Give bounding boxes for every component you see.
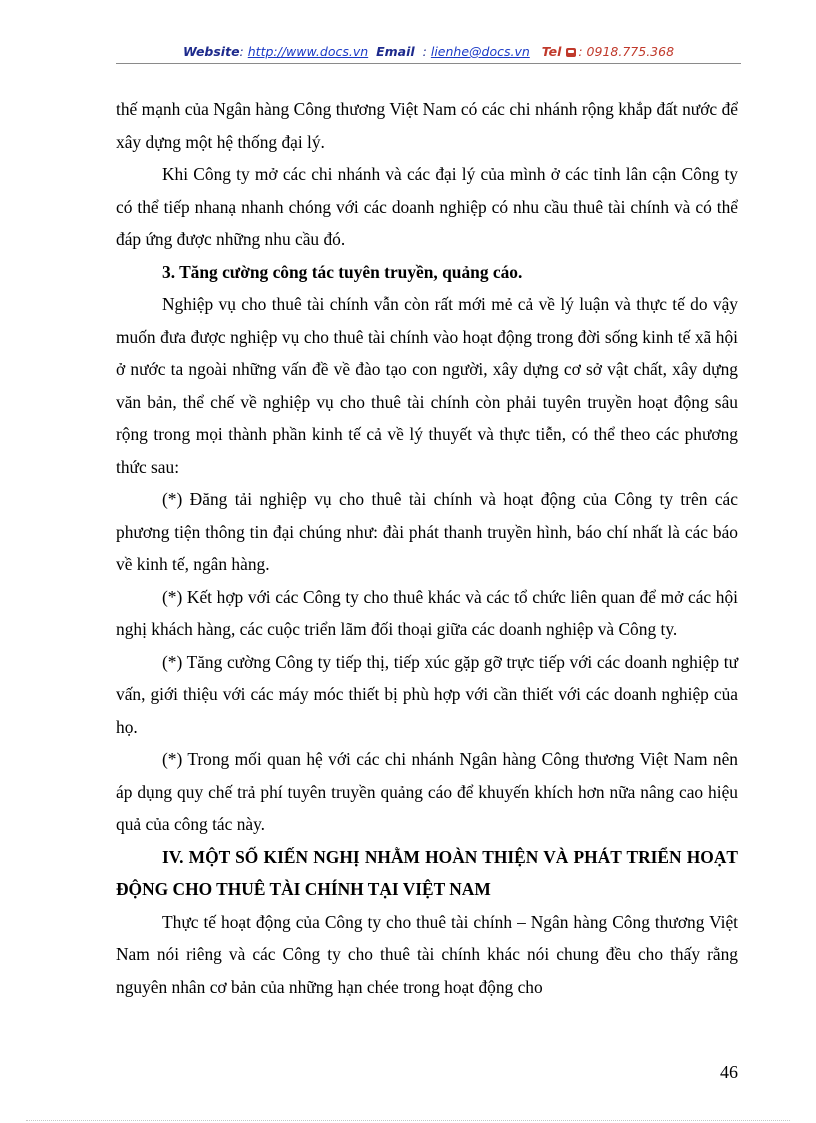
page-number: 46 [720, 1062, 738, 1082]
subsection-heading: 3. Tăng cường công tác tuyên truyền, quảng cáo. [162, 261, 523, 282]
website-link[interactable]: http://www.docs.vn [247, 44, 369, 59]
page-header [116, 44, 741, 64]
email-link[interactable]: lienhe@docs.vn [430, 44, 530, 59]
phone-icon [566, 48, 576, 57]
website-label: Website [182, 44, 240, 59]
bullet-paragraph: (*) Kết hợp với các Công ty cho thuê khác và các tổ chức liên quan để mở các hội nghị khách hàng, các cuộc triển lãm đối thoại giữa các doanh nghiệp và Công ty. [116, 586, 738, 639]
page-bottom-border [26, 1120, 790, 1121]
bullet-paragraph: (*) Đăng tải nghiệp vụ cho thuê tài chính và hoạt động của Công ty trên các phương tiện thông tin đại chúng như: đài phát thanh truyền hình, báo chí nhất là các báo về kinh tế, ngân hàng. [116, 489, 738, 574]
bullet-paragraph: (*) Trong mối quan hệ với các chi nhánh Ngân hàng Công thương Việt Nam nên áp dụng quy chế trả phí tuyên truyền quảng cáo để khuyến khích hơn nữa nâng cao hiệu quả của công tác này. [116, 749, 738, 834]
paragraph: Khi Công ty mở các chi nhánh và các đại lý của mình ở các tỉnh lân cận Công ty có thể tiếp nhanạ nhanh chóng với các doanh nghiệp có nhu cầu thuê tài chính và có thể đáp ứng được những nhu cầu đó. [116, 164, 738, 249]
website-separator: : [239, 44, 244, 59]
paragraph: Thực tế hoạt động của Công ty cho thuê tài chính – Ngân hàng Công thương Việt Nam nói riêng và các Công ty cho thuê tài chính khác nói chung đều cho thấy rằng nguyên nhân cơ bản của những hạn chée trong hoạt động cho [116, 911, 738, 997]
tel-number: : 0918.775.368 [578, 44, 675, 59]
section-heading: IV. MỘT SỐ KIẾN NGHỊ NHẰM HOÀN THIỆN VÀ PHÁT TRIỂN HOẠT ĐỘNG CHO THUÊ TÀI CHÍNH TẠI VIỆT NAM [116, 846, 738, 899]
email-separator: : [422, 44, 427, 59]
paragraph: Nghiệp vụ cho thuê tài chính vẫn còn rất mới mẻ cả về lý luận và thực tế do vậy muốn đưa được nghiệp vụ cho thuê tài chính vào hoạt động trong đời sống kinh tế xã hội ở nước ta ngoài những vấn đề về đào tạo con người, xây dựng cơ sở vật chất, xây dựng văn bản, thể chế về nghiệp vụ cho thuê tài chính còn phải tuyên truyền hoạt động sâu rộng trong mọi thành phần kinh tế cả về lý thuyết và thực tiễn, có thể theo các phương thức sau: [116, 294, 738, 477]
paragraph: thế mạnh của Ngân hàng Công thương Việt Nam có các chi nhánh rộng khắp đất nước để xây dựng một hệ thống đại lý. [116, 99, 738, 152]
bullet-paragraph: (*) Tăng cường Công ty tiếp thị, tiếp xúc gặp gỡ trực tiếp với các doanh nghiệp tư vấn, giới thiệu với các máy móc thiết bị phù hợp với cần thiết với các doanh nghiệp của họ. [116, 651, 738, 737]
email-label: Email [376, 44, 415, 59]
header-divider [116, 63, 741, 64]
document-body [116, 93, 738, 1003]
tel-label: Tel [541, 44, 562, 59]
